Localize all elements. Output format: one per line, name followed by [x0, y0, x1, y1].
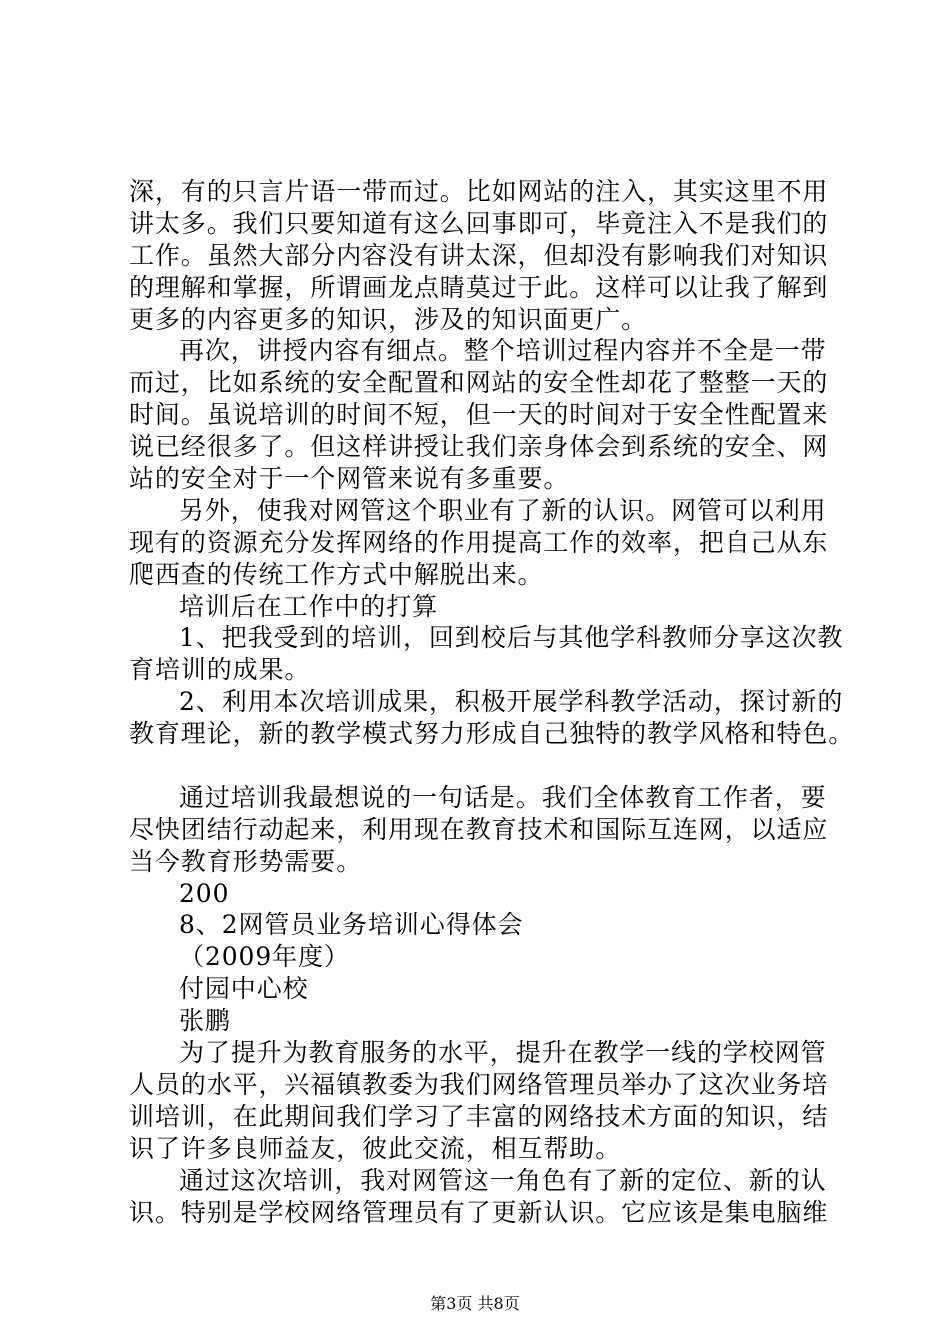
text-line: 的理解和掌握，所谓画龙点睛莫过于此。这样可以让我了解到 — [129, 272, 829, 302]
text-line: 现有的资源充分发挥网络的作用提高工作的效率，把自己从东 — [129, 527, 829, 557]
page-footer: 第3页 共8页 — [430, 1294, 520, 1313]
text-line: 育培训的成果。 — [129, 655, 311, 685]
text-line: 站的安全对于一个网管来说有多重要。 — [129, 464, 570, 494]
document-body — [129, 176, 855, 1228]
text-line: 更多的内容更多的知识，涉及的知识面更广。 — [129, 304, 648, 334]
blank-line — [129, 750, 834, 782]
text-line: 200 — [179, 878, 230, 908]
text-line: 工作。虽然大部分内容没有讲太深，但却没有影响我们对知识 — [129, 240, 829, 270]
text-line: 2、利用本次培训成果，积极开展学科教学活动，探讨新的 — [179, 687, 844, 717]
text-line: 再次，讲授内容有细点。整个培训过程内容并不全是一带 — [179, 336, 827, 366]
text-line: 通过培训我最想说的一句话是。我们全体教育工作者，要 — [179, 782, 827, 812]
text-line: 当今教育形势需要。 — [129, 846, 363, 876]
text-line: 时间。虽说培训的时间不短，但一天的时间对于安全性配置来 — [129, 400, 829, 430]
text-line: 付园中心校 — [179, 974, 309, 1004]
text-line: 深，有的只言片语一带而过。比如网站的注入，其实这里不用 — [129, 177, 829, 206]
text-line: 识。特别是学校网络管理员有了更新认识。它应该是集电脑维 — [129, 1197, 829, 1227]
text-line: 张鹏 — [179, 1006, 231, 1036]
text-line: 8、2网管员业务培训心得体会 — [179, 910, 524, 940]
text-line: 讲太多。我们只要知道有这么回事即可，毕竟注入不是我们的 — [129, 208, 829, 238]
text-line: 培训后在工作中的打算 — [179, 591, 439, 621]
text-line: 爬西查的传统工作方式中解脱出来。 — [129, 559, 544, 589]
text-line: 尽快团结行动起来，利用现在教育技术和国际互连网，以适应 — [129, 814, 829, 844]
text-line: 教育理论，新的教学模式努力形成自己独特的教学风格和特色。 — [129, 719, 855, 749]
text-line: 说已经很多了。但这样讲授让我们亲身体会到系统的安全、网 — [129, 432, 829, 462]
text-line: 为了提升为教育服务的水平，提升在教学一线的学校网管 — [179, 1038, 827, 1068]
text-line: （2009年度） — [179, 942, 350, 972]
text-line: 另外，使我对网管这个职业有了新的认识。网管可以利用 — [179, 495, 827, 525]
text-line: 而过，比如系统的安全配置和网站的安全性却花了整整一天的 — [129, 368, 829, 398]
text-line: 1、把我受到的培训，回到校后与其他学科教师分享这次教 — [179, 623, 844, 653]
text-line: 通过这次培训，我对网管这一角色有了新的定位、新的认 — [179, 1165, 827, 1195]
text-line: 识了许多良师益友，彼此交流，相互帮助。 — [129, 1133, 622, 1163]
text-line: 人员的水平，兴福镇教委为我们网络管理员举办了这次业务培 — [129, 1069, 829, 1099]
text-line: 训培训，在此期间我们学习了丰富的网络技术方面的知识，结 — [129, 1101, 829, 1131]
